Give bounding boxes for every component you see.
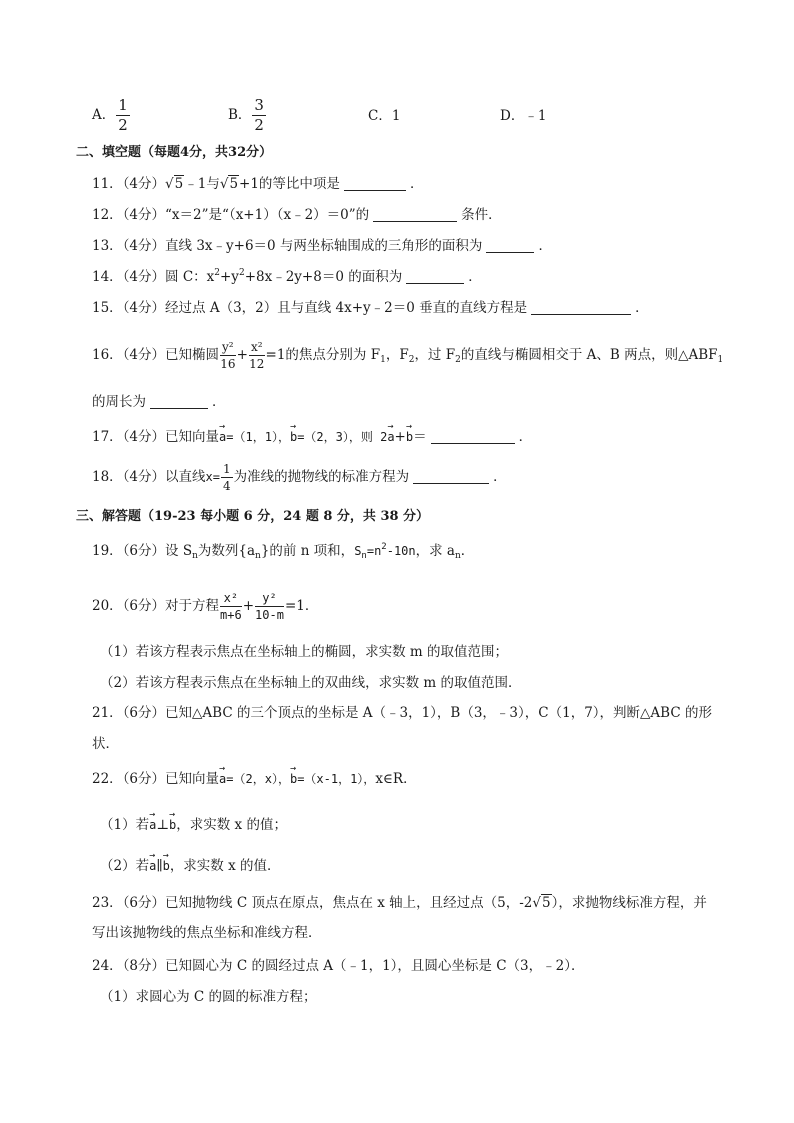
option-b: B． $\frac{3}{2}$ [228, 96, 264, 134]
fraction: $\frac{\text{y²}}{16}$ [220, 340, 236, 371]
vector-a: → a [149, 815, 156, 835]
vector-a: → a [387, 427, 394, 447]
vector-a: → a [149, 856, 156, 876]
fraction: $\frac{\text{y²}}{10-m}$ [255, 591, 284, 622]
option-a: A． $\frac{1}{2}$ [92, 96, 128, 134]
fraction: $\frac{\text{x²}}{12}$ [249, 340, 265, 371]
question-18: 18．（4分）以直线x= $\frac{1}{4}$ 为准线的抛物线的标准方程为 ． [92, 462, 507, 493]
answer-blank [486, 238, 534, 253]
answer-blank [413, 469, 489, 484]
vector-b: → b [163, 856, 170, 876]
question-22: 22．（6分）已知向量→ a=（2，x），→ b=（x-1，1），x∈R． [92, 769, 734, 789]
fraction: $\frac{1}{4}$ [222, 462, 231, 493]
question-19: 19．（6分）设 $S_n$为数列$\{a_n\}$的前 n 项和，$S_n=n^2-10n$，求 $a_n$． [92, 542, 475, 561]
vector-b: → b [169, 815, 176, 835]
question-12: 12．（4分）“x＝2”是“（x+1）（x﹣2）＝0”的 条件． [92, 207, 502, 223]
option-a-fraction: $\frac{1}{2}$ [118, 96, 128, 134]
question-14: 14．（4分）圆 C：$x^2+y^2+8x﹣2y+8=0$ 的面积为 ． [92, 268, 482, 285]
formula: $S_n=n^2-10n$ [354, 542, 416, 561]
question-21-line2: 状． [92, 736, 119, 752]
vector-b: → b [290, 769, 297, 789]
sqrt: √5 [219, 176, 239, 192]
section-3-heading: 三、解答题（19-23 每小题 6 分，24 题 8 分，共 38 分） [76, 509, 430, 524]
question-16: 16．（4分）已知椭圆 $\frac{\text{y²}}{16}$ + $\frac{\text{x²}}{12}$ =1的焦点分别为 $F_1$，$F_2$，过 $F_2$的直线与椭圆相交于 A、B 两点，则$\triangle ABF_1$ [92, 340, 724, 371]
answer-blank [531, 300, 631, 315]
answer-blank [406, 269, 464, 284]
answer-blank [344, 176, 406, 191]
question-20: 20．（6分）对于方程 $\frac{\text{x²}}{m+6}$ + $\frac{\text{y²}}{10-m}$ =1． [92, 591, 319, 622]
vector-a: → a [219, 769, 226, 789]
sqrt: √5 [532, 895, 551, 911]
question-24-part-1: （1）求圆心为 C 的圆的标准方程； [100, 989, 317, 1005]
question-20-part-2: （2）若该方程表示焦点在坐标轴上的双曲线，求实数 m 的取值范围． [100, 675, 522, 691]
vector-b: → b [290, 427, 297, 447]
question-24: 24．（8分）已知圆心为 C 的圆经过点 A（﹣1，1），且圆心坐标是 C（3，﹣2）． [92, 958, 585, 974]
sqrt: √5 [165, 176, 184, 192]
answer-blank [150, 394, 208, 409]
option-d: D．﹣1 [500, 108, 547, 124]
question-22-part-1: （1）若→ a⊥→ b，求实数 x 的值； [100, 815, 734, 835]
option-c: C．1 [368, 108, 401, 124]
fraction: $\frac{\text{x²}}{m+6}$ [220, 591, 242, 622]
question-11: 11．（4分）√5﹣1与√5+1的等比中项是 ． [92, 176, 424, 192]
section-2-heading: 二、填空题（每题4分，共32分） [76, 145, 273, 160]
answer-blank [431, 429, 515, 444]
question-23: 23．（6分）已知抛物线 C 顶点在原点，焦点在 x 轴上，且经过点（5，-2√5），求抛物线标准方程，并 [92, 895, 707, 911]
vector-a: → a [219, 427, 226, 447]
question-20-part-1: （1）若该方程表示焦点在坐标轴上的椭圆，求实数 m 的取值范围； [100, 644, 508, 660]
question-17: 17．（4分）已知向量→ a=（1，1），→ b=（2，3），则 2→ a+→ b＝ ． [92, 427, 734, 447]
option-b-fraction: $\frac{3}{2}$ [254, 96, 264, 134]
vector-b: → b [406, 427, 413, 447]
answer-blank [373, 207, 457, 222]
question-21: 21．（6分）已知△ABC 的三个顶点的坐标是 A（﹣3，1），B（3，﹣3），C（1，7），判断△ABC 的形 [92, 705, 712, 721]
question-23-line2: 写出该抛物线的焦点坐标和准线方程． [92, 925, 322, 941]
question-16-line2: 的周长为 ． [92, 394, 226, 410]
question-13: 13．（4分）直线 3x﹣y+6＝0 与两坐标轴围成的三角形的面积为 ． [92, 238, 552, 254]
question-22-part-2: （2）若→ a∥→ b，求实数 x 的值． [100, 856, 734, 876]
question-15: 15．（4分）经过点 A（3，2）且与直线 4x+y﹣2＝0 垂直的直线方程是 ． [92, 300, 649, 316]
